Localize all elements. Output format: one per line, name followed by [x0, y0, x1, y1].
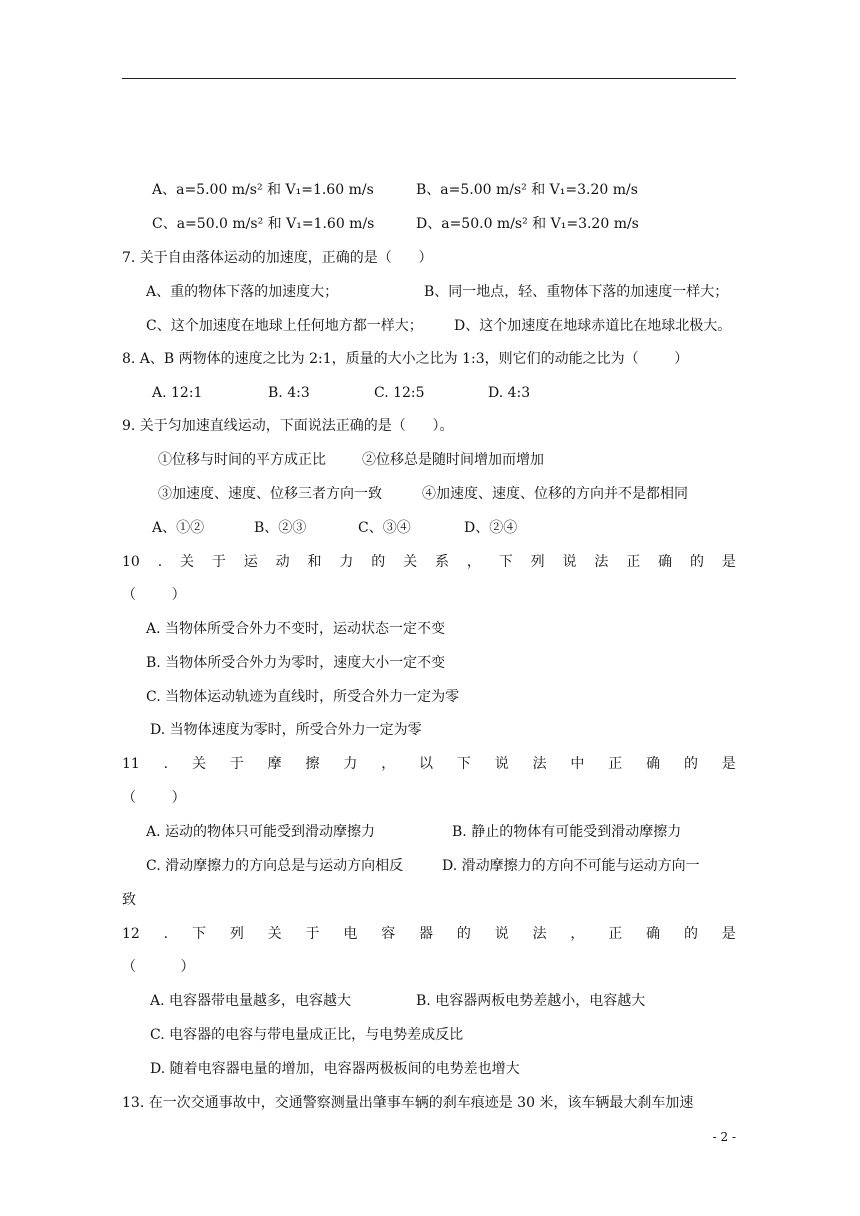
- q10-option-d: D. 当物体速度为零时，所受合外力一定为零: [150, 722, 422, 738]
- q8-option-b: B. 4:3: [268, 385, 310, 401]
- q10-stem-char: 关: [403, 554, 418, 570]
- q10-stem-char: 列: [530, 554, 545, 570]
- q11-stem-char: 正: [608, 756, 623, 772]
- q11-stem: [122, 755, 736, 773]
- q11-stem-char: 摩: [267, 756, 282, 772]
- q7-option-b: B、同一地点，轻、重物体下落的加速度一样大；: [424, 284, 729, 300]
- q12-stem-char: .: [163, 926, 169, 942]
- q10-stem: [122, 553, 736, 571]
- q10-stem-char: 于: [211, 554, 226, 570]
- q11-stem-char: 下: [456, 756, 471, 772]
- q10-stem-char: 下: [498, 554, 513, 570]
- q12-answer-paren: （ ）: [122, 959, 195, 975]
- q8-option-d: D. 4:3: [488, 385, 531, 401]
- q8-option-a: A. 12:1: [152, 385, 203, 401]
- q6-option-b: B、a=5.00 m/s² 和 V₁=3.20 m/s: [416, 182, 638, 198]
- q10-stem-char: 的: [690, 554, 705, 570]
- page-number: - 2 -: [712, 1130, 736, 1144]
- q10-stem-char: 的: [371, 554, 386, 570]
- q9-stem: 9. 关于匀加速直线运动，下面说法正确的是（ ）。: [122, 418, 454, 434]
- q11-option-d-continued: 致: [122, 892, 136, 908]
- q10-stem-char: 确: [658, 554, 673, 570]
- q10-stem-char: 是: [721, 554, 736, 570]
- q12-stem-char: 法: [532, 926, 547, 942]
- q9-option-a: A、①②: [152, 520, 205, 536]
- q11-stem-char: 说: [494, 756, 509, 772]
- q11-option-a: A. 运动的物体只可能受到滑动摩擦力: [146, 824, 376, 840]
- q11-stem-char: 法: [532, 756, 547, 772]
- q10-stem-char: 10: [122, 554, 140, 570]
- q7-option-c: C、这个加速度在地球上任何地方都一样大；: [146, 318, 423, 334]
- q6-option-a: A、a=5.00 m/s² 和 V₁=1.60 m/s: [152, 182, 374, 198]
- q12-stem-char: 器: [419, 926, 434, 942]
- q9-statement-4: ④加速度、速度、位移的方向并不是都相同: [422, 486, 688, 502]
- q12-stem-char: 12: [122, 926, 140, 942]
- q11-option-c: C. 滑动摩擦力的方向总是与运动方向相反: [146, 858, 404, 874]
- q7-option-d: D、这个加速度在地球赤道比在地球北极大。: [454, 318, 732, 334]
- q12-stem-char: 于: [305, 926, 320, 942]
- q10-stem-char: 说: [562, 554, 577, 570]
- q11-stem-char: 中: [570, 756, 585, 772]
- q12-stem-char: 下: [191, 926, 206, 942]
- q10-stem-char: 法: [594, 554, 609, 570]
- q10-stem-char: 运: [243, 554, 258, 570]
- q12-stem: [122, 925, 736, 943]
- q12-stem-char: 列: [229, 926, 244, 942]
- q6-option-d: D、a=50.0 m/s² 和 V₁=3.20 m/s: [416, 216, 639, 232]
- q8-option-c: C. 12:5: [374, 385, 425, 401]
- q12-option-b: B. 电容器两板电势差越小，电容越大: [416, 993, 646, 1009]
- q12-option-a: A. 电容器带电量越多，电容越大: [150, 993, 352, 1009]
- q6-option-c: C、a=50.0 m/s² 和 V₁=1.60 m/s: [152, 216, 375, 232]
- q10-stem-char: 动: [275, 554, 290, 570]
- q12-stem-char: 说: [494, 926, 509, 942]
- q11-stem-char: 是: [721, 756, 736, 772]
- q10-stem-char: 关: [180, 554, 195, 570]
- q8-stem: 8. A、B 两物体的速度之比为 2:1，质量的大小之比为 1:3，则它们的动能之比为（ ）: [122, 351, 689, 367]
- q10-stem-char: .: [157, 554, 163, 570]
- q12-stem-char: ，: [570, 926, 585, 942]
- q10-answer-paren: （ ）: [122, 587, 186, 603]
- q10-option-b: B. 当物体所受合外力为零时，速度大小一定不变: [146, 655, 446, 671]
- q11-stem-char: 的: [683, 756, 698, 772]
- q11-stem-char: 于: [229, 756, 244, 772]
- q11-option-b: B. 静止的物体有可能受到滑动摩擦力: [452, 824, 682, 840]
- q11-stem-char: ，: [381, 756, 396, 772]
- q11-answer-paren: （ ）: [122, 790, 186, 806]
- q10-option-a: A. 当物体所受合外力不变时，运动状态一定不变: [146, 621, 446, 637]
- q12-stem-char: 是: [721, 926, 736, 942]
- q11-stem-char: 力: [343, 756, 358, 772]
- q10-stem-char: 力: [339, 554, 354, 570]
- q11-stem-char: 以: [419, 756, 434, 772]
- q9-statement-3: ③加速度、速度、位移三者方向一致: [158, 486, 382, 502]
- q12-stem-char: 关: [267, 926, 282, 942]
- q12-stem-char: 容: [381, 926, 396, 942]
- q9-statement-2: ②位移总是随时间增加而增加: [362, 452, 544, 468]
- q12-stem-char: 确: [646, 926, 661, 942]
- q7-stem: 7. 关于自由落体运动的加速度，正确的是（ ）: [122, 250, 433, 266]
- q10-stem-char: 系: [435, 554, 450, 570]
- q12-stem-char: 的: [683, 926, 698, 942]
- q10-stem-char: 和: [307, 554, 322, 570]
- q13-stem: 13. 在一次交通事故中，交通警察测量出肇事车辆的刹车痕迹是 30 米，该车辆最大刹车加速: [122, 1095, 694, 1111]
- q11-stem-char: 确: [646, 756, 661, 772]
- q12-option-c: C. 电容器的电容与带电量成正比，与电势差成反比: [150, 1027, 464, 1043]
- q10-option-c: C. 当物体运动轨迹为直线时，所受合外力一定为零: [146, 689, 460, 705]
- q11-stem-char: .: [163, 756, 169, 772]
- q12-stem-char: 正: [608, 926, 623, 942]
- header-rule: [122, 78, 736, 79]
- q10-stem-char: ，: [466, 554, 481, 570]
- q11-stem-char: 关: [191, 756, 206, 772]
- q9-option-d: D、②④: [464, 520, 518, 536]
- q9-option-b: B、②③: [254, 520, 307, 536]
- q9-statement-1: ①位移与时间的平方成正比: [158, 452, 326, 468]
- q9-option-c: C、③④: [358, 520, 411, 536]
- q11-stem-char: 11: [122, 756, 140, 772]
- q12-option-d: D. 随着电容器电量的增加，电容器两极板间的电势差也增大: [150, 1061, 520, 1077]
- q12-stem-char: 电: [343, 926, 358, 942]
- q10-stem-char: 正: [626, 554, 641, 570]
- q11-option-d: D. 滑动摩擦力的方向不可能与运动方向一: [442, 858, 700, 874]
- q11-stem-char: 擦: [305, 756, 320, 772]
- q7-option-a: A、重的物体下落的加速度大；: [146, 284, 339, 300]
- q12-stem-char: 的: [456, 926, 471, 942]
